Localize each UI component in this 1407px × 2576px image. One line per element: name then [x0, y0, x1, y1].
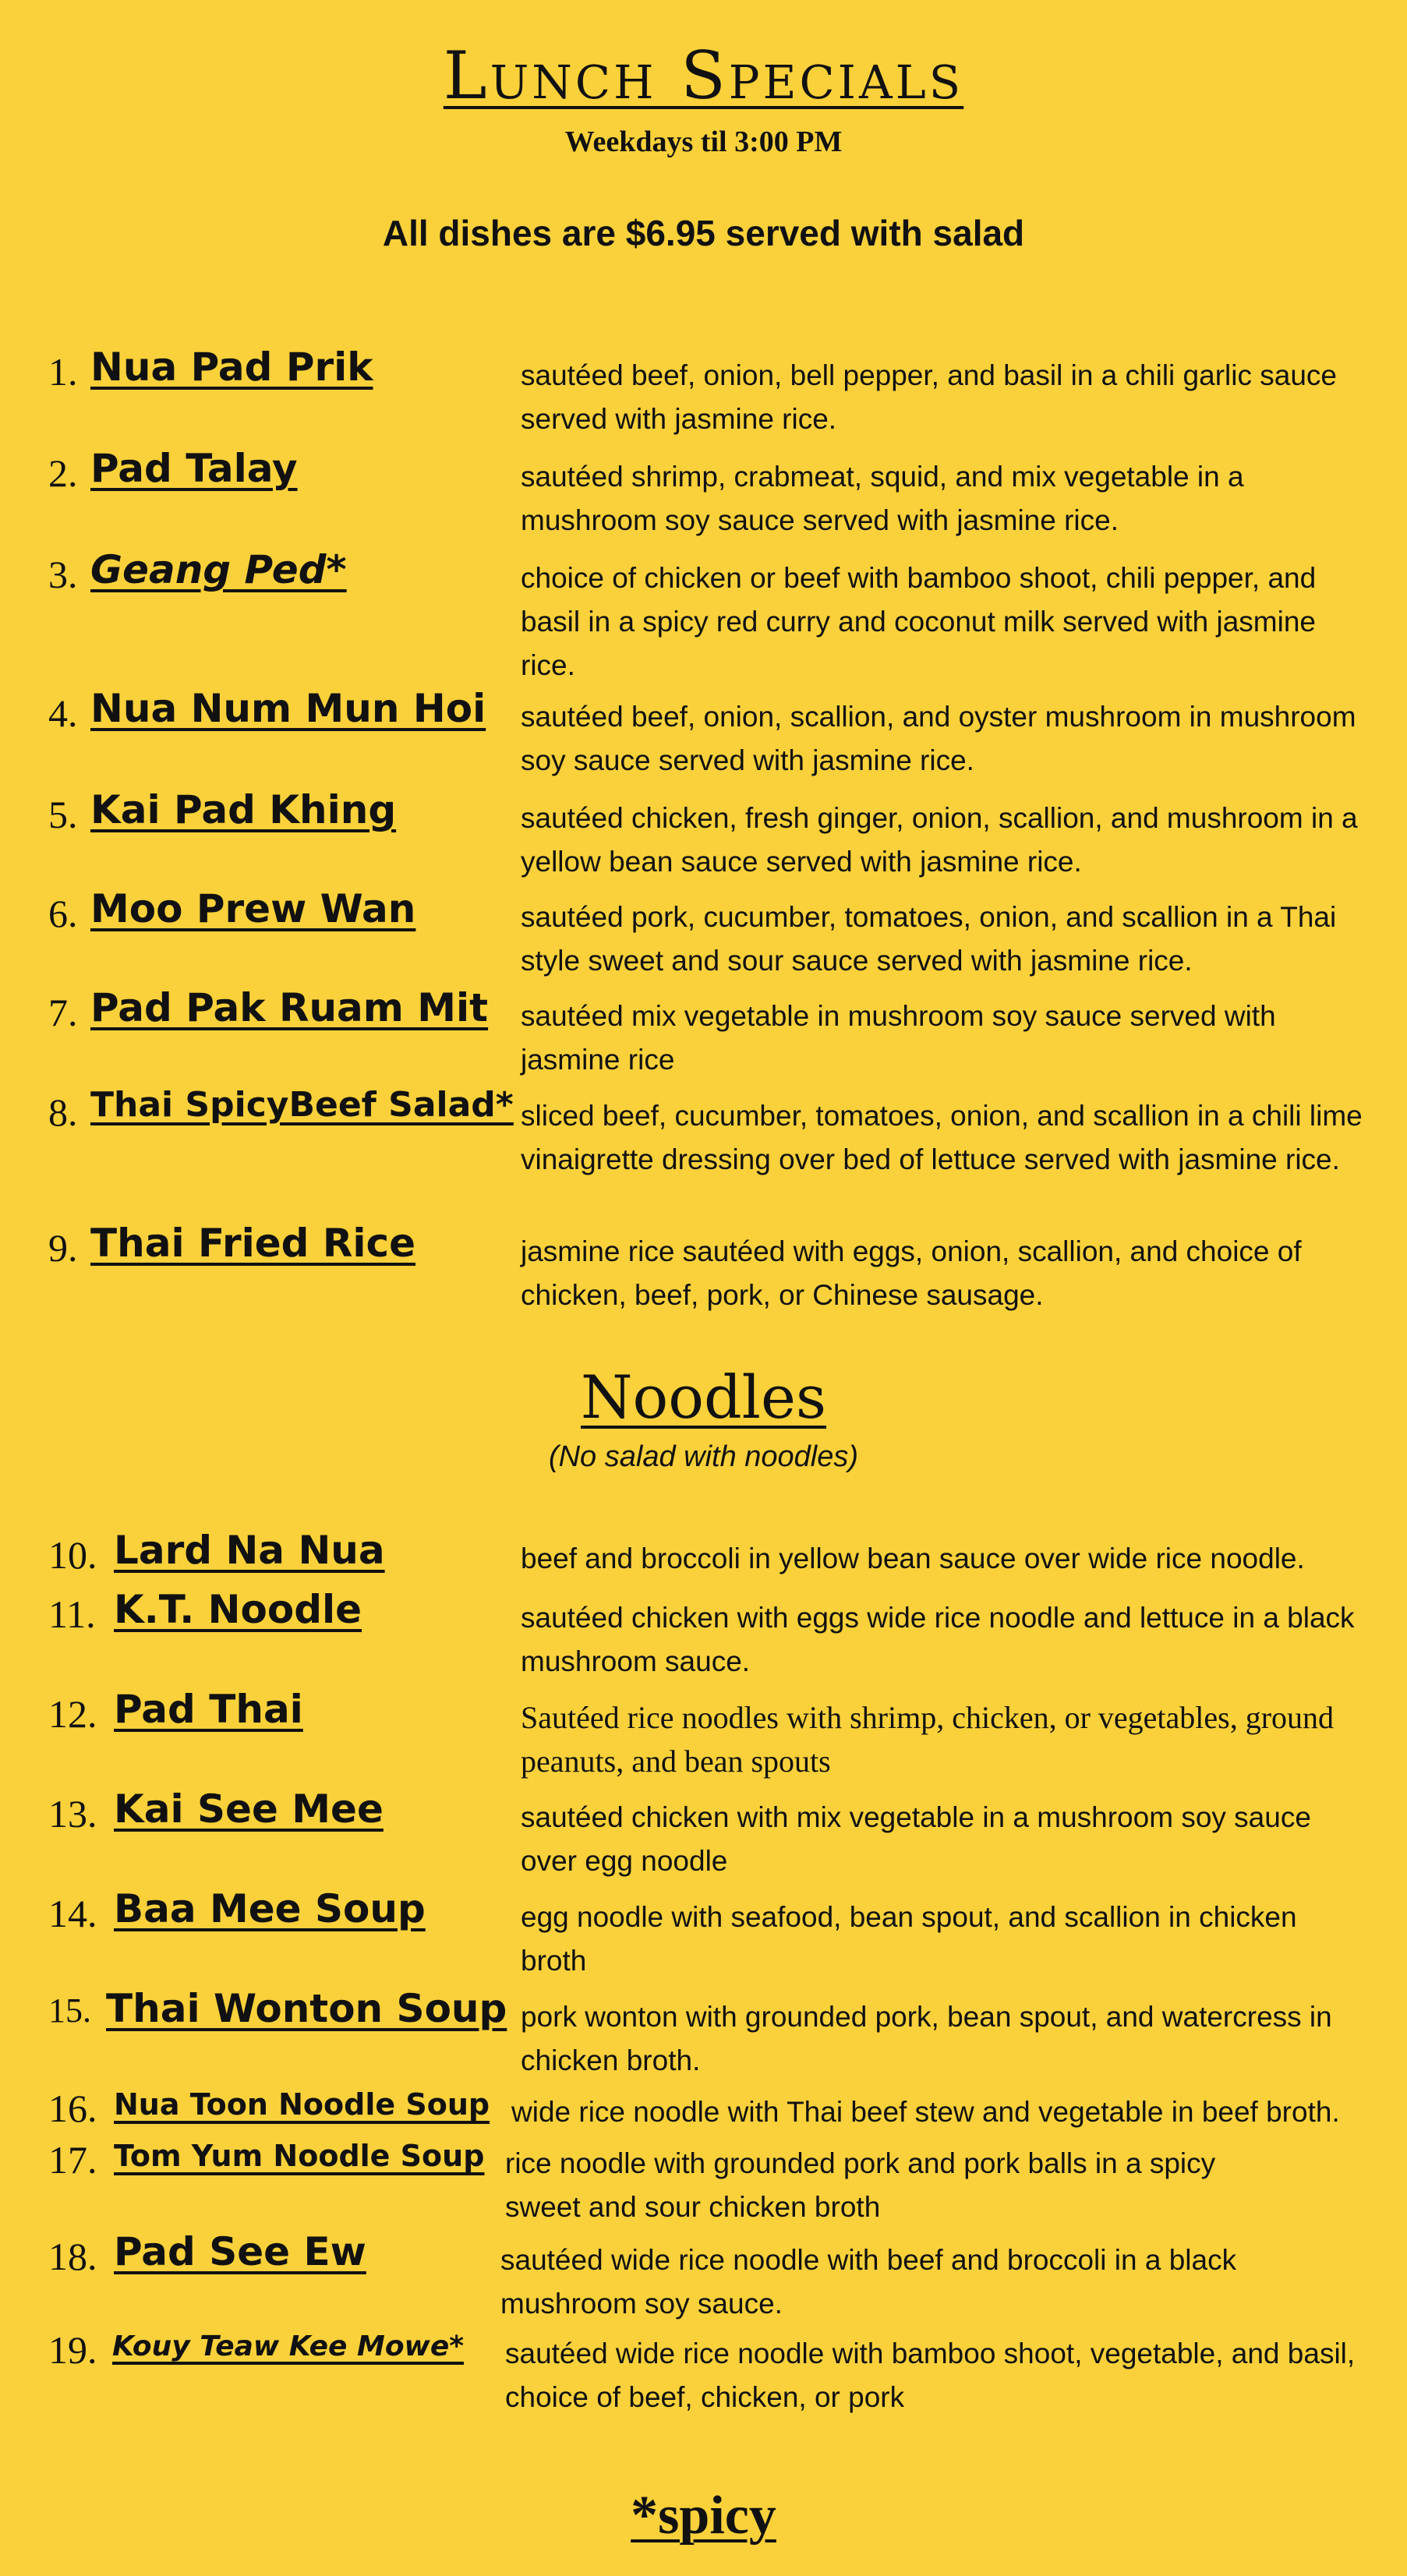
item-number: 15. — [48, 1991, 91, 2030]
item-description: sautéed beef, onion, scallion, and oyster mushroom in mushroom soy sauce served with jasmine rice. — [521, 701, 1356, 776]
item-name: Kai Pad Khing — [90, 787, 397, 832]
hours-note: Weekdays til 3:00 PM — [564, 125, 843, 158]
item-description: sautéed chicken with eggs wide rice noodle and lettuce in a black mushroom sauce. — [521, 1602, 1355, 1677]
item-name: Nua Toon Noodle Soup — [114, 2087, 490, 2122]
noodles-note: (No salad with noodles) — [548, 1440, 859, 1473]
price-note: All dishes are $6.95 served with salad — [382, 213, 1025, 253]
item-name: Baa Mee Soup — [114, 1886, 426, 1931]
item-number: 2. — [48, 451, 78, 495]
item-name: Thai Fried Rice — [90, 1221, 416, 1266]
item-name: Pad See Ew — [114, 2229, 366, 2274]
spicy-legend-text: *spicy — [631, 2486, 776, 2546]
item-name: Lard Na Nua — [114, 1528, 385, 1573]
item-number: 3. — [48, 553, 78, 596]
item-number: 17. — [48, 2138, 97, 2182]
item-number: 11. — [48, 1592, 96, 1636]
noodles-heading-text: Noodles — [581, 1362, 826, 1432]
item-description: sautéed chicken, fresh ginger, onion, scallion, and mushroom in a yellow bean sauce served with jasmine rice. — [521, 802, 1358, 878]
item-name: Pad Pak Ruam Mit — [90, 985, 489, 1030]
menu-title — [0, 37, 1407, 114]
item-name: Pad Thai — [114, 1687, 303, 1732]
item-description: rice noodle with grounded pork and pork balls in a spicy sweet and sour chicken broth — [505, 2147, 1216, 2223]
item-number: 14. — [48, 1892, 97, 1935]
item-name: Pad Talay — [90, 446, 298, 491]
item-name: Geang Ped* — [90, 547, 347, 592]
item-name: Thai SpicyBeef Salad* — [90, 1085, 514, 1125]
item-number: 6. — [48, 892, 78, 935]
item-name: Thai Wonton Soup — [106, 1986, 507, 2031]
item-name: K.T. Noodle — [114, 1587, 362, 1632]
item-description: sautéed mix vegetable in mushroom soy sauce served with jasmine rice — [521, 1000, 1276, 1076]
item-number: 1. — [48, 350, 78, 394]
item-description: choice of chicken or beef with bamboo shoot, chili pepper, and basil in a spicy red curry and coconut milk served with jasmine rice. — [521, 562, 1317, 681]
item-number: 16. — [48, 2087, 97, 2130]
item-number: 10. — [48, 1533, 97, 1577]
item-number: 12. — [48, 1692, 97, 1736]
item-description: Sautéed rice noodles with shrimp, chicken, or vegetables, ground peanuts, and bean spouts — [521, 1700, 1335, 1779]
item-name: Nua Num Mun Hoi — [90, 686, 486, 731]
item-number: 13. — [48, 1792, 97, 1836]
item-description: sliced beef, cucumber, tomatoes, onion, and scallion in a chili lime vinaigrette dressing over bed of lettuce served with jasmine rice. — [521, 1100, 1363, 1175]
item-description: jasmine rice sautéed with eggs, onion, scallion, and choice of chicken, beef, pork, or Chinese sausage. — [521, 1235, 1302, 1311]
item-description: sautéed chicken with mix vegetable in a mushroom soy sauce over egg noodle — [521, 1801, 1311, 1877]
item-name: Kai See Mee — [114, 1786, 384, 1832]
item-description: sautéed beef, onion, bell pepper, and basil in a chili garlic sauce served with jasmine rice. — [521, 359, 1337, 435]
noodles-heading — [0, 1362, 1407, 1432]
item-name: Tom Yum Noodle Soup — [114, 2139, 485, 2173]
item-description: wide rice noodle with Thai beef stew and vegetable in beef broth. — [511, 2096, 1340, 2128]
item-number: 19. — [48, 2328, 97, 2372]
item-number: 5. — [48, 793, 78, 836]
item-number: 18. — [48, 2235, 97, 2278]
item-description: beef and broccoli in yellow bean sauce over wide rice noodle. — [521, 1542, 1305, 1574]
item-description: sautéed pork, cucumber, tomatoes, onion, and scallion in a Thai style sweet and sour sauce served with jasmine rice. — [521, 901, 1337, 977]
menu-title-text: Lunch Specials — [443, 37, 964, 114]
item-name: Nua Pad Prik — [90, 345, 373, 390]
item-description: sautéed wide rice noodle with bamboo shoot, vegetable, and basil, choice of beef, chicken, or pork — [505, 2337, 1356, 2413]
item-name: Kouy Teaw Kee Mowe* — [112, 2330, 465, 2362]
item-description: egg noodle with seafood, bean spout, and scallion in chicken broth — [521, 1901, 1297, 1977]
item-number: 8. — [48, 1090, 78, 1134]
item-number: 9. — [48, 1226, 78, 1270]
item-description: pork wonton with grounded pork, bean spout, and watercress in chicken broth. — [521, 2001, 1332, 2076]
item-description: sautéed wide rice noodle with beef and broccoli in a black mushroom soy sauce. — [500, 2244, 1237, 2320]
item-name: Moo Prew Wan — [90, 886, 416, 931]
spicy-legend — [0, 2485, 1407, 2547]
item-number: 4. — [48, 691, 78, 735]
item-description: sautéed shrimp, crabmeat, squid, and mix vegetable in a mushroom soy sauce served with jasmine rice. — [521, 461, 1244, 536]
item-number: 7. — [48, 991, 78, 1034]
